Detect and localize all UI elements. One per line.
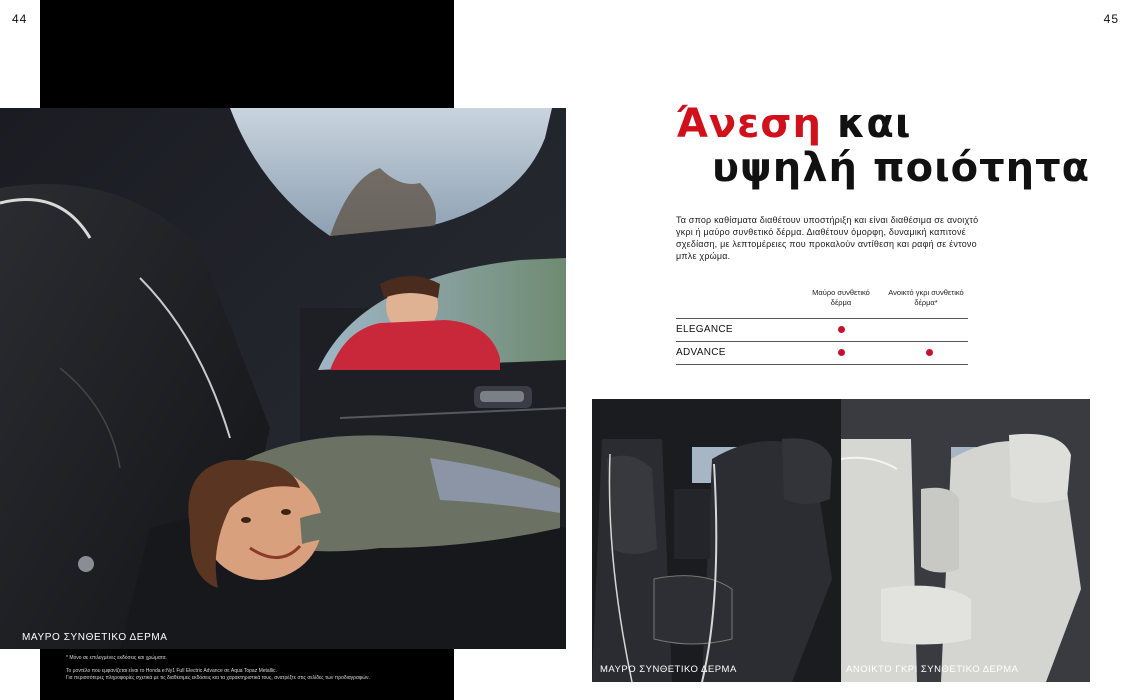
upholstery-availability-table: [676, 288, 968, 365]
seat-black-caption: ΜΑΥΡΟ ΣΥΝΘΕΤΙΚΟ ΔΕΡΜΑ: [600, 664, 737, 675]
page-number-left: 44: [12, 12, 28, 26]
row-label-elegance: ELEGANCE: [676, 324, 733, 335]
heading-line1-rest: και: [822, 101, 912, 147]
availability-dot: [838, 349, 845, 356]
availability-dot: [838, 326, 845, 333]
main-photo-caption: ΜΑΥΡΟ ΣΥΝΘΕΤΙΚΟ ΔΕΡΜΑ: [22, 632, 168, 643]
table-row: [676, 341, 968, 365]
page-number-right: 45: [1103, 12, 1119, 26]
table-header-row: [676, 288, 968, 318]
heading-accent-word: Άνεση: [676, 101, 823, 147]
footnote-availability: * Μόνο σε επιλεγμένες εκδόσεις και χρώματα.: [66, 655, 167, 661]
table-row: [676, 318, 968, 341]
seat-grey-caption: ΑΝΟΙΚΤΟ ΓΚΡΙ ΣΥΝΘΕΤΙΚΟ ΔΕΡΜΑ: [846, 664, 1019, 675]
heading-line2: υψηλή ποιότητα: [712, 145, 1091, 191]
column-header-grey-leather: Ανοικτό γκρι συνθετικό δέρμα*: [888, 288, 964, 307]
seat-photo-black-leather: [592, 399, 841, 682]
footnote-model-shown: Το μοντέλο που εμφανίζεται είναι το Honda e:Ny1 Full Electric Advance σε Aqua Topaz Metallic.: [66, 668, 277, 674]
footnotes: [66, 655, 446, 682]
column-header-black-leather: Μαύρο συνθετικό δέρμα: [812, 288, 870, 307]
interior-photo-child-on-seat: [0, 108, 566, 649]
intro-paragraph: Τα σπορ καθίσματα διαθέτουν υποστήριξη και είναι διαθέσιμα σε ανοιχτό γκρι ή μαύρο συνθετικό δέρμα. Διαθέτουν όμορφη, δυναμική καπιτονέ σχεδίαση, με λεπτομέρειες που προκαλούν αντίθεση και ραφή σε έντονο μπλε χρώμα.: [676, 215, 979, 261]
availability-dot: [926, 349, 933, 356]
page-heading: [676, 100, 1090, 192]
seat-photo-grey-leather: [841, 399, 1090, 682]
row-label-advance: ADVANCE: [676, 347, 726, 358]
footnote-more-info: Για περισσότερες πληροφορίες σχετικά με τις διαθέσιμες εκδόσεις και τα χαρακτηριστικά τους, ανατρέξτε στις σελίδες των προδιαγραφών.: [66, 675, 370, 681]
